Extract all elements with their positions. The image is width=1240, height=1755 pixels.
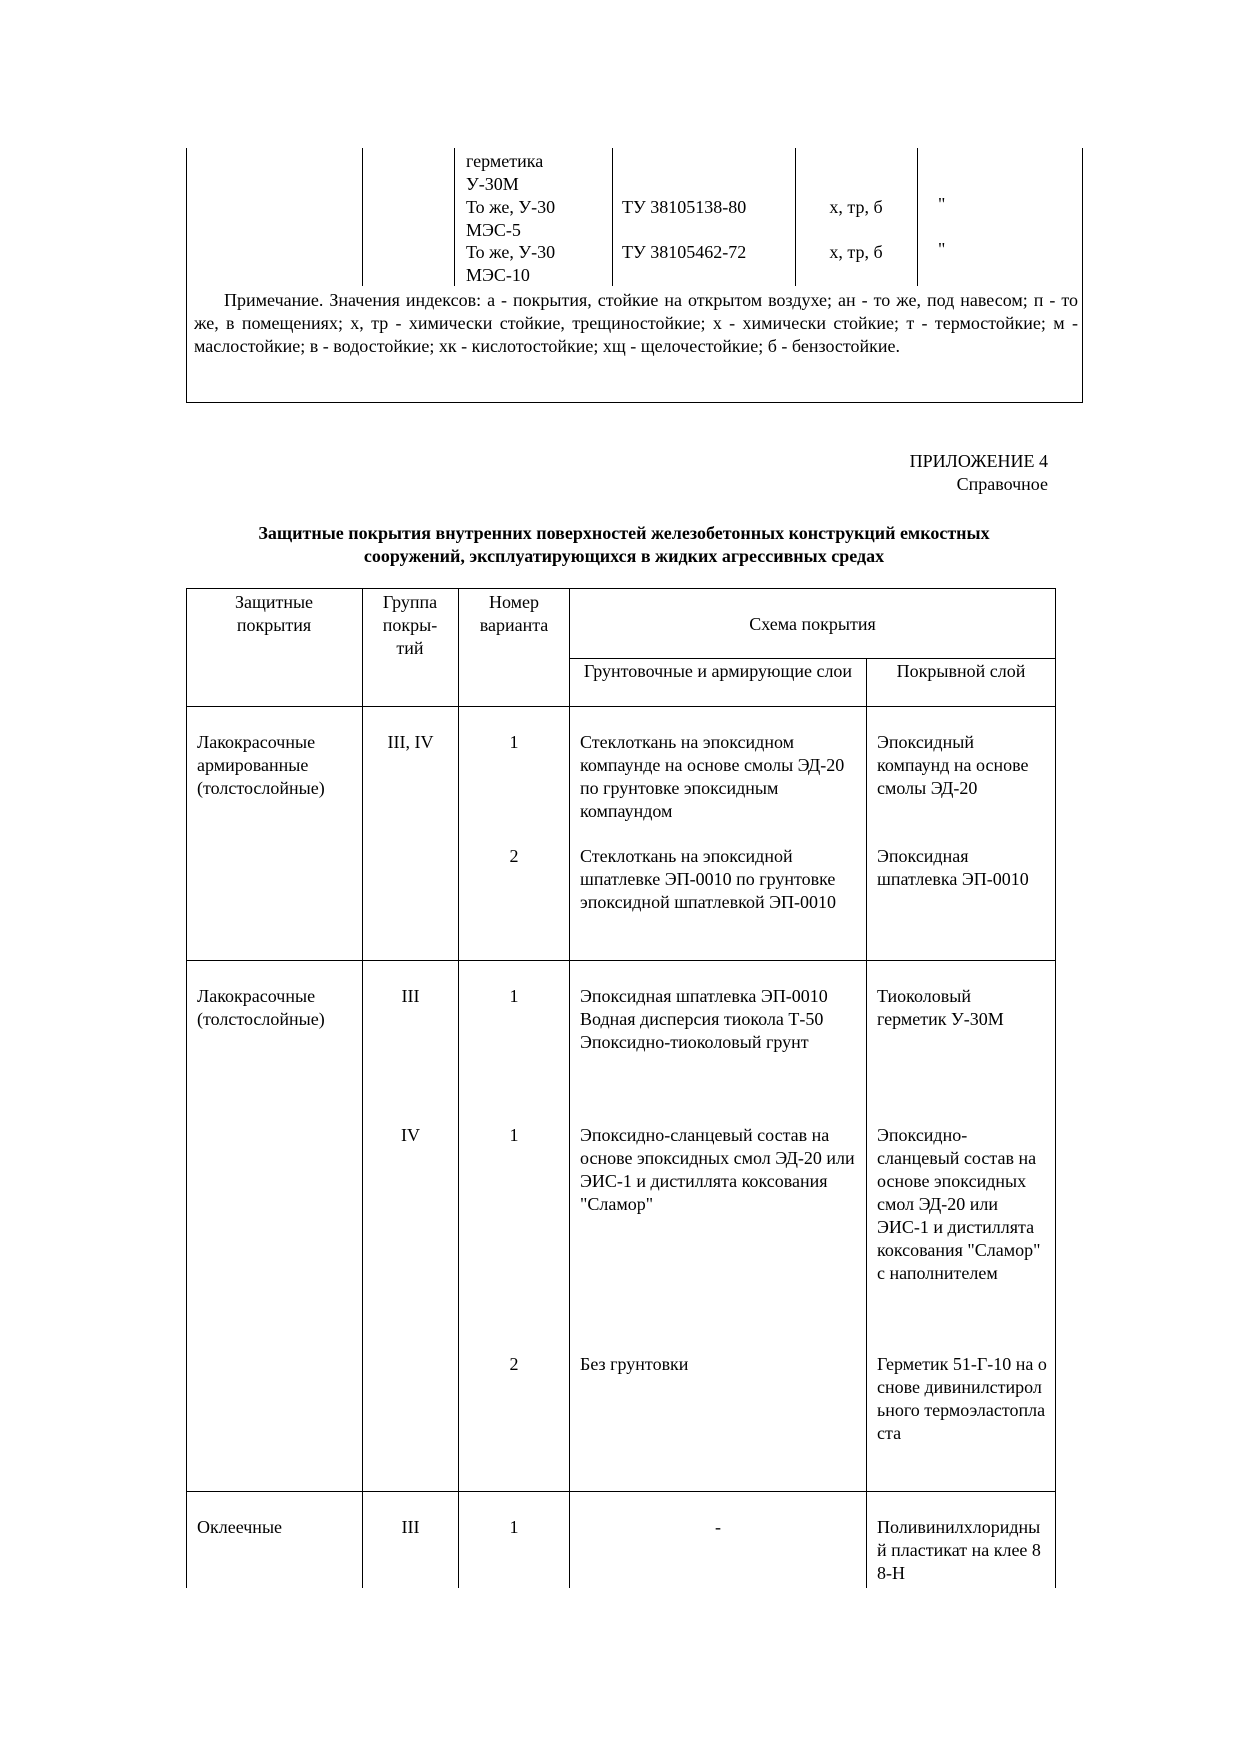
row-6-group: III — [401, 1517, 420, 1537]
appendix-sublabel: Справочное — [956, 474, 1048, 494]
top-row-3-indices: х, тр, б — [829, 242, 883, 262]
row-1-primer: Стеклоткань на эпоксидном компаунде на основе смолы ЭД-20 по грунтовке эпоксидным компаундом — [580, 732, 845, 821]
row-1-group: III, IV — [387, 732, 434, 752]
row-6-coating: Оклеечные — [197, 1517, 283, 1537]
top-row-2-ditto: " — [938, 194, 946, 214]
row-3-primer-line-2: Водная дисперсия тиокола Т-50 — [580, 1009, 824, 1029]
row-6-variant: 1 — [509, 1517, 519, 1537]
top-row-3-spec: ТУ 38105462-72 — [622, 242, 747, 262]
row-5-variant: 2 — [509, 1354, 519, 1374]
row-6-top-layer: Поливинилхлоридный пластикат на клее 88-Н — [877, 1517, 1041, 1583]
row-3-coating: Лакокрасочные (толстослойные) — [197, 986, 325, 1029]
top-row-1-name: герметика У-30М — [466, 151, 544, 194]
row-3-primer — [580, 985, 850, 1054]
header-group: Группа покры-тий — [382, 592, 438, 658]
top-row-2-name: То же, У-30 МЭС-5 — [466, 197, 556, 240]
header-variant: Номер варианта — [479, 592, 549, 635]
row-3-group: III — [401, 986, 420, 1006]
header-coating: Защитные покрытия — [234, 592, 314, 635]
row-4-variant: 1 — [509, 1125, 519, 1145]
page-title-line-2: сооружений, эксплуатирующихся в жидких агрессивных средах — [363, 546, 885, 566]
row-5-primer: Без грунтовки — [580, 1354, 689, 1374]
row-3-primer-line-3: Эпоксидно-тиоколовый грунт — [580, 1032, 809, 1052]
row-3-variant: 1 — [509, 986, 519, 1006]
row-5-top-layer: Герметик 51-Г-10 на основе дивинилстирольного термоэластопласта — [877, 1354, 1047, 1443]
row-1-coating: Лакокрасочные армированные (толстослойные) — [197, 732, 325, 798]
header-primer: Грунтовочные и армирующие слои — [583, 661, 853, 681]
top-row-3-ditto: " — [938, 239, 946, 259]
appendix-label: ПРИЛОЖЕНИЕ 4 — [909, 451, 1048, 471]
row-4-primer: Эпоксидно-сланцевый состав на основе эпоксидных смол ЭД-20 или ЭИС-1 и дистиллята коксования "Сламор" — [580, 1125, 855, 1214]
row-4-top-layer: Эпоксидно-сланцевый состав на основе эпоксидных смол ЭД-20 или ЭИС-1 и дистиллята коксования "Сламор" с наполнителем — [877, 1125, 1041, 1283]
row-3-top-layer: Тиоколовый герметик У-30М — [877, 986, 1004, 1029]
row-3-primer-line-1: Эпоксидная шпатлевка ЭП-0010 — [580, 986, 828, 1006]
top-row-3-name: То же, У-30 МЭС-10 — [466, 242, 556, 285]
row-2-top-layer: Эпоксидная шпатлевка ЭП-0010 — [877, 846, 1029, 889]
row-4-group: IV — [401, 1125, 420, 1145]
row-6-primer: - — [715, 1517, 721, 1537]
top-row-2-indices: х, тр, б — [829, 197, 883, 217]
top-row-2-spec: ТУ 38105138-80 — [622, 197, 747, 217]
index-note: Примечание. Значения индексов: а - покрытия, стойкие на открытом воздухе; ан - то же, под навесом; п - то же, в помещениях; х, тр - химически стойкие, трещиностойкие; х - химически стойкие; т - термостойкие; м - маслостойкие; в - водостойкие; хк - кислотостойкие; хщ - щелочестойкие; б - бензостойкие. — [194, 290, 1078, 356]
page-title-line-1: Защитные покрытия внутренних поверхностей железобетонных конструкций емкостных — [258, 523, 990, 543]
header-scheme: Схема покрытия — [749, 614, 876, 634]
row-2-primer: Стеклоткань на эпоксидной шпатлевке ЭП-0010 по грунтовке эпоксидной шпатлевкой ЭП-0010 — [580, 846, 836, 912]
row-1-top-layer: Эпоксидный компаунд на основе смолы ЭД-20 — [877, 732, 1029, 798]
row-2-variant: 2 — [509, 846, 519, 866]
row-1-variant: 1 — [509, 732, 519, 752]
page-title — [186, 522, 1062, 568]
header-top-layer: Покрывной слой — [896, 661, 1026, 681]
